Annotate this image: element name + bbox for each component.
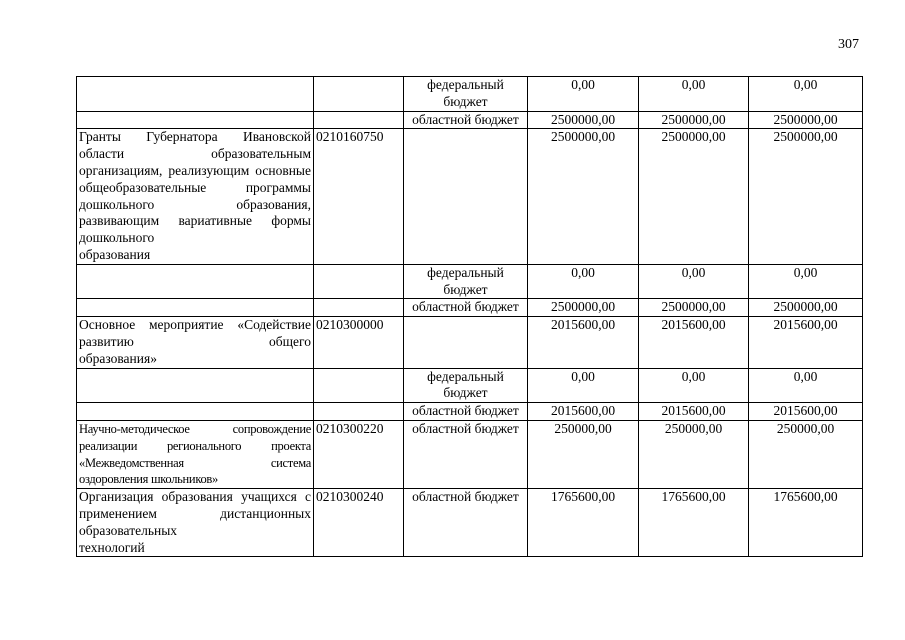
amount-year3-cell: 2015600,00: [749, 403, 863, 421]
table-row: [77, 299, 863, 317]
amount-year3-cell: 2500000,00: [749, 111, 863, 129]
amount-year1-cell: 2015600,00: [528, 403, 639, 421]
measure-name-cell: [77, 129, 314, 264]
measure-name-cell: [77, 368, 314, 403]
measure-name-line: технологий: [79, 539, 145, 555]
amount-year1-cell: 250000,00: [528, 420, 639, 488]
budget-code-cell: 0210300220: [314, 420, 404, 488]
funding-source-cell: федеральный бюджет: [404, 77, 528, 112]
measure-name-line: области образовательным: [79, 146, 311, 162]
amount-year1-cell: 2500000,00: [528, 299, 639, 317]
funding-source-cell: областной бюджет: [404, 403, 528, 421]
measure-name-cell: [77, 403, 314, 421]
amount-year1-cell: 2015600,00: [528, 317, 639, 368]
measure-name-cell: [77, 264, 314, 299]
measure-name-line: основные общеобразовательные: [79, 162, 311, 195]
table-row: [77, 129, 863, 264]
table-row: [77, 489, 863, 557]
budget-table: [76, 76, 863, 557]
measure-name-line: «Межведомственная система: [79, 455, 311, 470]
amount-year3-cell: 0,00: [749, 77, 863, 112]
amount-year2-cell: 250000,00: [639, 420, 749, 488]
table-row: [77, 368, 863, 403]
measure-name-line: программы дошкольного: [79, 179, 311, 212]
measure-name-line: Научно-методическое сопровождение: [79, 421, 311, 436]
amount-year2-cell: 0,00: [639, 264, 749, 299]
budget-code-cell: [314, 264, 404, 299]
amount-year3-cell: 2015600,00: [749, 317, 863, 368]
measure-name-line: учащихся с применением: [79, 489, 311, 521]
measure-name-line: образования: [79, 246, 151, 262]
budget-code-cell: 0210160750: [314, 129, 404, 264]
amount-year2-cell: 2500000,00: [639, 299, 749, 317]
funding-source-cell: федеральный бюджет: [404, 368, 528, 403]
amount-year1-cell: 0,00: [528, 368, 639, 403]
measure-name-line: Основное мероприятие: [79, 317, 224, 333]
measure-name-cell: [77, 77, 314, 112]
measure-name-line: дистанционных образовательных: [79, 505, 311, 538]
measure-name-line: реализации регионального проекта: [79, 438, 311, 453]
funding-source-cell: федеральный бюджет: [404, 264, 528, 299]
budget-code-cell: [314, 368, 404, 403]
table-row: [77, 77, 863, 112]
measure-name-line: образования, развивающим: [79, 196, 311, 229]
funding-source-cell: областной бюджет: [404, 299, 528, 317]
amount-year1-cell: 1765600,00: [528, 489, 639, 557]
measure-name-line: Гранты Губернатора Ивановской: [79, 129, 311, 145]
table-row: [77, 403, 863, 421]
budget-code-cell: [314, 77, 404, 112]
budget-code-cell: [314, 299, 404, 317]
amount-year3-cell: 2500000,00: [749, 129, 863, 264]
amount-year2-cell: 2500000,00: [639, 111, 749, 129]
amount-year2-cell: 0,00: [639, 368, 749, 403]
measure-name-cell: [77, 317, 314, 368]
table-row: [77, 317, 863, 368]
funding-source-cell: областной бюджет: [404, 111, 528, 129]
amount-year3-cell: 0,00: [749, 264, 863, 299]
amount-year1-cell: 2500000,00: [528, 111, 639, 129]
funding-source-cell: [404, 129, 528, 264]
amount-year2-cell: 1765600,00: [639, 489, 749, 557]
measure-name-line: «Содействие развитию общего: [79, 317, 311, 349]
table-row: [77, 111, 863, 129]
amount-year3-cell: 0,00: [749, 368, 863, 403]
amount-year3-cell: 1765600,00: [749, 489, 863, 557]
measure-name-line: вариативные формы дошкольного: [79, 213, 311, 246]
budget-code-cell: [314, 403, 404, 421]
amount-year3-cell: 2500000,00: [749, 299, 863, 317]
amount-year2-cell: 2015600,00: [639, 403, 749, 421]
budget-code-cell: 0210300000: [314, 317, 404, 368]
budget-code-cell: 0210300240: [314, 489, 404, 557]
measure-name-cell: [77, 420, 314, 488]
budget-code-cell: [314, 111, 404, 129]
amount-year2-cell: 0,00: [639, 77, 749, 112]
amount-year1-cell: 2500000,00: [528, 129, 639, 264]
table-row: [77, 420, 863, 488]
amount-year3-cell: 250000,00: [749, 420, 863, 488]
measure-name-cell: [77, 299, 314, 317]
funding-source-cell: областной бюджет: [404, 489, 528, 557]
table-row: [77, 264, 863, 299]
amount-year2-cell: 2015600,00: [639, 317, 749, 368]
measure-name-cell: [77, 489, 314, 557]
amount-year1-cell: 0,00: [528, 77, 639, 112]
page-number: 307: [838, 37, 859, 52]
measure-name-cell: [77, 111, 314, 129]
measure-name-line: оздоровления школьников»: [79, 472, 218, 487]
budget-table-body: [77, 77, 863, 557]
amount-year1-cell: 0,00: [528, 264, 639, 299]
measure-name-line: организациям, реализующим: [79, 162, 250, 178]
funding-source-cell: областной бюджет: [404, 420, 528, 488]
amount-year2-cell: 2500000,00: [639, 129, 749, 264]
measure-name-line: образования»: [79, 350, 157, 366]
measure-name-line: Организация образования: [79, 489, 233, 505]
funding-source-cell: [404, 317, 528, 368]
